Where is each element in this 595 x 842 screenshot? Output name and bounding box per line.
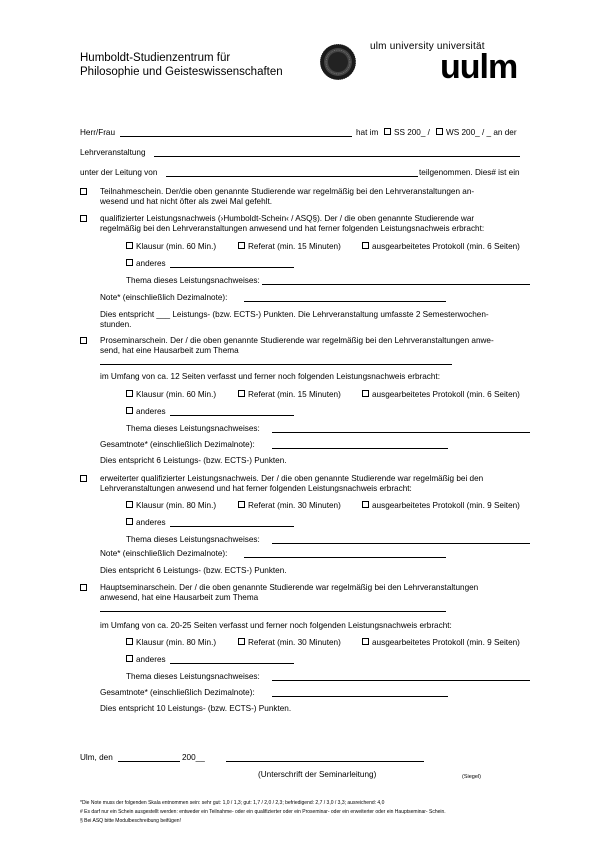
lehrveranstaltung-label: Lehrveranstaltung bbox=[80, 148, 146, 157]
quali-referat-option[interactable]: Referat (min. 15 Minuten) bbox=[238, 242, 341, 252]
ss-option[interactable]: SS 200_ / bbox=[384, 128, 430, 138]
haupt-anderes-option[interactable]: anderes bbox=[126, 655, 166, 665]
quali-note-field[interactable] bbox=[244, 301, 446, 302]
quali-thema-label: Thema dieses Leistungsnachweises: bbox=[126, 276, 260, 285]
haupt-klausur-checkbox[interactable] bbox=[126, 638, 133, 645]
teilnahme-checkbox-box[interactable] bbox=[80, 188, 87, 195]
quali-checkbox[interactable] bbox=[80, 215, 90, 225]
haupt-checkbox-box[interactable] bbox=[80, 584, 87, 591]
erw-text-line1: erweiterter qualifizierter Leistungsnachweis. Der / die oben genannte Studierende war regelmäßig bei den bbox=[100, 474, 484, 483]
haupt-text-line2: anwesend, hat eine Hausarbeit zum Thema bbox=[100, 593, 259, 602]
erw-anderes-option[interactable]: anderes bbox=[126, 518, 166, 528]
quali-checkbox-box[interactable] bbox=[80, 215, 87, 222]
ulm-den-label: Ulm, den bbox=[80, 753, 113, 762]
ss-checkbox[interactable] bbox=[384, 128, 391, 135]
date-field[interactable] bbox=[118, 761, 180, 762]
quali-klausur-option[interactable]: Klausur (min. 60 Min.) bbox=[126, 242, 216, 252]
teilnahme-checkbox[interactable] bbox=[80, 188, 90, 198]
pros-thema-label: Thema dieses Leistungsnachweises: bbox=[126, 424, 260, 433]
pros-klausur-option[interactable]: Klausur (min. 60 Min.) bbox=[126, 390, 216, 400]
erw-checkbox[interactable] bbox=[80, 475, 90, 485]
pros-gesamtnote-label: Gesamtnote* (einschließlich Dezimalnote): bbox=[100, 440, 255, 449]
haupt-klausur-option[interactable]: Klausur (min. 80 Min.) bbox=[126, 638, 216, 648]
quali-anderes-checkbox[interactable] bbox=[126, 259, 133, 266]
erw-protokoll-option[interactable]: ausgearbeitetes Protokoll (min. 9 Seiten) bbox=[362, 501, 520, 511]
name-field[interactable] bbox=[120, 136, 352, 137]
pros-gesamtnote-field[interactable] bbox=[272, 448, 448, 449]
haupt-umfang-text: im Umfang von ca. 20-25 Seiten verfasst und ferner noch folgenden Leistungsnachweis erbracht: bbox=[100, 621, 452, 630]
footnote-single-certificate: # Es darf nur ein Schein ausgestellt werden: entweder ein Teilnahme- oder ein qualifizierter oder ein Proseminar- oder ein erweiterter oder ein Hauptseminar- Schein. bbox=[80, 809, 446, 815]
university-logo: uulm bbox=[440, 48, 518, 86]
haupt-thema-label: Thema dieses Leistungsnachweises: bbox=[126, 672, 260, 681]
quali-thema-field[interactable] bbox=[262, 284, 530, 285]
seal-caption: (Siegel) bbox=[462, 774, 481, 780]
quali-protokoll-option[interactable]: ausgearbeitetes Protokoll (min. 6 Seiten) bbox=[362, 242, 520, 252]
herr-frau-label: Herr/Frau bbox=[80, 128, 116, 137]
quali-referat-checkbox[interactable] bbox=[238, 242, 245, 249]
pros-text-line2: send, hat eine Hausarbeit zum Thema bbox=[100, 346, 239, 355]
leitung-label: unter der Leitung von bbox=[80, 168, 158, 177]
haupt-leistung-thema-field[interactable] bbox=[272, 680, 530, 681]
quali-text-line1: qualifizierter Leistungsnachweis (›Humboldt-Schein‹ / ASQ§). Der / die oben genannte Studierende war bbox=[100, 214, 475, 223]
quali-protokoll-checkbox[interactable] bbox=[362, 242, 369, 249]
quali-entspricht-line1: Dies entspricht ___ Leistungs- (bzw. ECTS-) Punkten. Die Lehrveranstaltung umfasste 2 Semesterwochen- bbox=[100, 310, 489, 319]
pros-referat-checkbox[interactable] bbox=[238, 390, 245, 397]
erw-anderes-checkbox[interactable] bbox=[126, 518, 133, 525]
ws-checkbox[interactable] bbox=[436, 128, 443, 135]
haupt-gesamtnote-label: Gesamtnote* (einschließlich Dezimalnote): bbox=[100, 688, 255, 697]
pros-klausur-checkbox[interactable] bbox=[126, 390, 133, 397]
institute-name-line2: Philosophie und Geisteswissenschaften bbox=[80, 66, 283, 78]
haupt-gesamtnote-field[interactable] bbox=[272, 696, 448, 697]
pros-referat-option[interactable]: Referat (min. 15 Minuten) bbox=[238, 390, 341, 400]
hat-im-label: hat im bbox=[356, 128, 379, 137]
teilgenommen-label: teilgenommen. Dies# ist ein bbox=[419, 168, 520, 177]
pros-protokoll-option[interactable]: ausgearbeitetes Protokoll (min. 6 Seiten) bbox=[362, 390, 520, 400]
erw-referat-checkbox[interactable] bbox=[238, 501, 245, 508]
pros-leistung-thema-field[interactable] bbox=[272, 432, 530, 433]
haupt-protokoll-option[interactable]: ausgearbeitetes Protokoll (min. 9 Seiten) bbox=[362, 638, 520, 648]
pros-umfang-text: im Umfang von ca. 12 Seiten verfasst und ferner noch folgenden Leistungsnachweis erbracht: bbox=[100, 372, 440, 381]
quali-anderes-option[interactable]: anderes bbox=[126, 259, 166, 269]
erw-klausur-option[interactable]: Klausur (min. 80 Min.) bbox=[126, 501, 216, 511]
footnote-asq: § Bei ASQ bitte Modulbeschreibung beifügen! bbox=[80, 818, 181, 824]
university-name-small: ulm university universität bbox=[370, 41, 485, 52]
quali-note-label: Note* (einschließlich Dezimalnote): bbox=[100, 293, 228, 302]
haupt-text-line1: Hauptseminarschein. Der / die oben genannte Studierende war regelmäßig bei den Lehrveranstaltungen bbox=[100, 583, 479, 592]
haupt-protokoll-checkbox[interactable] bbox=[362, 638, 369, 645]
institute-name-line1: Humboldt-Studienzentrum für bbox=[80, 52, 231, 64]
year-label: 200__ bbox=[182, 753, 205, 762]
pros-protokoll-checkbox[interactable] bbox=[362, 390, 369, 397]
erw-checkbox-box[interactable] bbox=[80, 475, 87, 482]
haupt-entspricht: Dies entspricht 10 Leistungs- (bzw. ECTS-) Punkten. bbox=[100, 704, 292, 713]
haupt-checkbox[interactable] bbox=[80, 584, 90, 594]
teilnahme-text-line1: Teilnahmeschein. Der/die oben genannte Studierende war regelmäßig bei den Lehrveranstaltungen an- bbox=[100, 187, 475, 196]
quali-klausur-checkbox[interactable] bbox=[126, 242, 133, 249]
erw-thema-field[interactable] bbox=[272, 543, 530, 544]
pros-entspricht: Dies entspricht 6 Leistungs- (bzw. ECTS-) Punkten. bbox=[100, 456, 287, 465]
signature-field[interactable] bbox=[226, 761, 424, 762]
quali-entspricht-line2: stunden. bbox=[100, 320, 132, 329]
erw-text-line2: Lehrveranstaltungen anwesend und hat ferner folgenden Leistungsnachweis erbracht: bbox=[100, 484, 412, 493]
haupt-anderes-field[interactable] bbox=[170, 663, 294, 664]
signature-caption: (Unterschrift der Seminarleitung) bbox=[258, 770, 377, 779]
teilnahme-text-line2: wesend und hat nicht öfter als zwei Mal gefehlt. bbox=[100, 197, 273, 206]
pros-checkbox[interactable] bbox=[80, 337, 90, 347]
erw-entspricht: Dies entspricht 6 Leistungs- (bzw. ECTS-) Punkten. bbox=[100, 566, 287, 575]
erw-note-label: Note* (einschließlich Dezimalnote): bbox=[100, 549, 228, 558]
ws-option[interactable]: WS 200_ / _ an der bbox=[436, 128, 517, 138]
erw-protokoll-checkbox[interactable] bbox=[362, 501, 369, 508]
pros-thema-field[interactable] bbox=[100, 364, 452, 365]
erw-thema-label: Thema dieses Leistungsnachweises: bbox=[126, 535, 260, 544]
pros-anderes-option[interactable]: anderes bbox=[126, 407, 166, 417]
pros-anderes-field[interactable] bbox=[170, 415, 294, 416]
haupt-referat-option[interactable]: Referat (min. 30 Minuten) bbox=[238, 638, 341, 648]
pros-anderes-checkbox[interactable] bbox=[126, 407, 133, 414]
erw-anderes-field[interactable] bbox=[170, 526, 294, 527]
erw-klausur-checkbox[interactable] bbox=[126, 501, 133, 508]
footnote-grading-scale: *Die Note muss der folgenden Skala entnommen sein: sehr gut: 1,0 / 1,3; gut: 1,7 / 2,0 / 2,3; befriedigend: 2,7 / 3,0 / 3,3; ausreichend: 4,0 bbox=[80, 800, 385, 806]
leitung-field[interactable] bbox=[166, 176, 418, 177]
lehrveranstaltung-field[interactable] bbox=[154, 156, 520, 157]
quali-anderes-field[interactable] bbox=[170, 267, 294, 268]
university-seal-icon bbox=[318, 42, 358, 82]
haupt-anderes-checkbox[interactable] bbox=[126, 655, 133, 662]
haupt-referat-checkbox[interactable] bbox=[238, 638, 245, 645]
pros-text-line1: Proseminarschein. Der / die oben genannte Studierende war regelmäßig bei den Lehrveranstaltungen anwe- bbox=[100, 336, 494, 345]
erw-note-field[interactable] bbox=[244, 557, 446, 558]
haupt-thema-field[interactable] bbox=[100, 611, 446, 612]
quali-text-line2: regelmäßig bei den Lehrveranstaltungen anwesend und hat ferner folgenden Leistungsnachweis erbracht: bbox=[100, 224, 485, 233]
erw-referat-option[interactable]: Referat (min. 30 Minuten) bbox=[238, 501, 341, 511]
pros-checkbox-box[interactable] bbox=[80, 337, 87, 344]
